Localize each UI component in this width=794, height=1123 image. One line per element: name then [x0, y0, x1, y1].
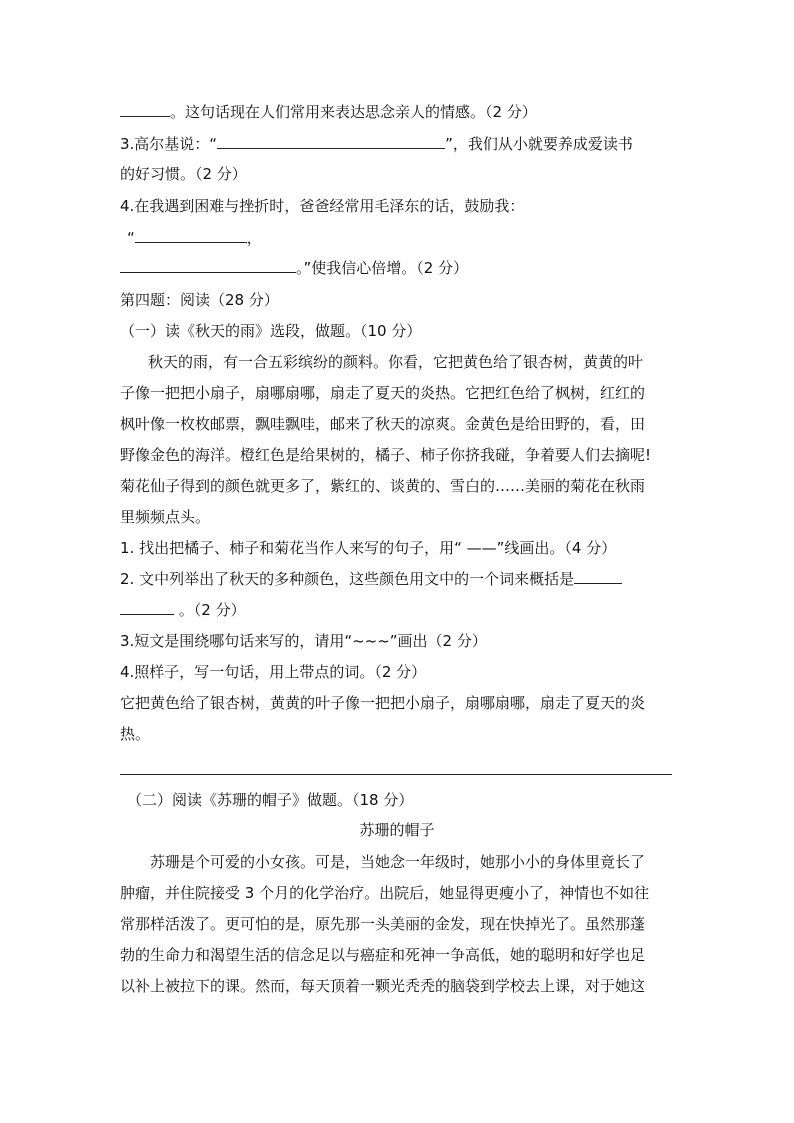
mao-quote-question: 4.在我遇到困难与挫折时，爸爸经常用毛泽东的话，鼓励我： — [120, 197, 525, 215]
passage-line: 苏珊是个可爱的小女孩。可是，当她念一年级时，她那小小的身体里竟长了 — [150, 853, 646, 871]
question-1: 1. 找出把橘子、柿子和菊花当作人来写的句子，用“ ——”线画出。（4 分） — [120, 539, 617, 557]
question-3: 3.短文是围绕哪句话来写的，请用“~~~”画出（2 分） — [120, 632, 487, 650]
line-text: 。这句话现在人们常用来表达思念亲人的情感。（2 分） — [170, 103, 537, 121]
passage-line: 常那样活泼了。更可怕的是，原先那一头美丽的金发，现在快掉光了。虽然那蓬 — [120, 915, 646, 933]
question-2-continued — [120, 600, 246, 620]
answer-blank[interactable] — [120, 258, 296, 273]
passage-line: 肿瘤，并住院接受 3 个月的化学治疗。出院后，她显得更瘦小了，神情也不如往 — [120, 884, 650, 902]
subsection-heading: （二）阅读《苏珊的帽子》做题。（18 分） — [127, 791, 414, 809]
passage-line: 子像一把把小扇子，扇哪扇哪，扇走了夏天的炎热。它把红色给了枫树，红红的 — [120, 384, 646, 402]
line-fill-in-1 — [120, 102, 537, 122]
line-text: 。（2 分） — [174, 601, 246, 619]
passage-line: 里频频点头。 — [120, 508, 211, 526]
question-4: 4.照样子，写一句话，用上带点的词。（2 分） — [120, 663, 427, 681]
answer-blank[interactable] — [120, 600, 174, 615]
answer-line[interactable] — [120, 774, 672, 775]
comma: ， — [246, 229, 262, 247]
line-text: 3.高尔基说：“ — [120, 135, 218, 153]
answer-blank[interactable] — [217, 134, 445, 149]
mao-quote-blank-line-1 — [127, 228, 262, 248]
gorky-quote-question — [120, 134, 633, 154]
example-sentence: 热。 — [120, 725, 151, 743]
passage-line: 以补上被拉下的课。然而，每天顶着一颗光秃秃的脑袋到学校去上课，对于她这 — [120, 977, 646, 995]
mao-quote-blank-line-2 — [120, 258, 468, 278]
passage-line: 野像金色的海洋。橙红色是给果树的，橘子、柿子你挤我碰，争着要人们去摘呢! — [120, 446, 652, 464]
question-2 — [120, 569, 622, 589]
passage-line: 勃的生命力和渴望生活的信念足以与癌症和死神一争高低，她的聪明和好学也足 — [120, 946, 646, 964]
line-text: 。”使我信心倍增。（2 分） — [296, 259, 469, 277]
answer-blank[interactable] — [574, 569, 622, 584]
open-quote: “ — [127, 229, 135, 247]
passage-line: 菊花仙子得到的颜色就更多了，紫红的、谈黄的、雪白的……美丽的菊花在秋雨 — [120, 477, 646, 495]
example-sentence: 它把黄色给了银杏树，黄黄的叶子像一把把小扇子，扇哪扇哪，扇走了夏天的炎 — [120, 694, 646, 712]
answer-blank[interactable] — [120, 102, 170, 117]
section-heading: 第四题：阅读（28 分） — [120, 291, 279, 309]
passage-title: 苏珊的帽子 — [359, 821, 435, 839]
subsection-heading: （一）读《秋天的雨》选段，做题。（10 分） — [120, 322, 422, 340]
line-text: ”，我们从小就要养成爱读书 — [445, 135, 633, 153]
text-line: 的好习惯。（2 分） — [120, 165, 247, 183]
line-text: 2. 文中列举出了秋天的多种颜色，这些颜色用文中的一个词来概括是 — [120, 570, 575, 588]
passage-line: 秋天的雨，有一合五彩缤纷的颜料。你看，它把黄色给了银杏树，黄黄的叶 — [148, 353, 644, 371]
answer-blank[interactable] — [135, 228, 247, 243]
passage-line: 枫叶像一枚枚邮票，飘哇飘哇，邮来了秋天的凉爽。金黄色是给田野的，看，田 — [120, 415, 646, 433]
